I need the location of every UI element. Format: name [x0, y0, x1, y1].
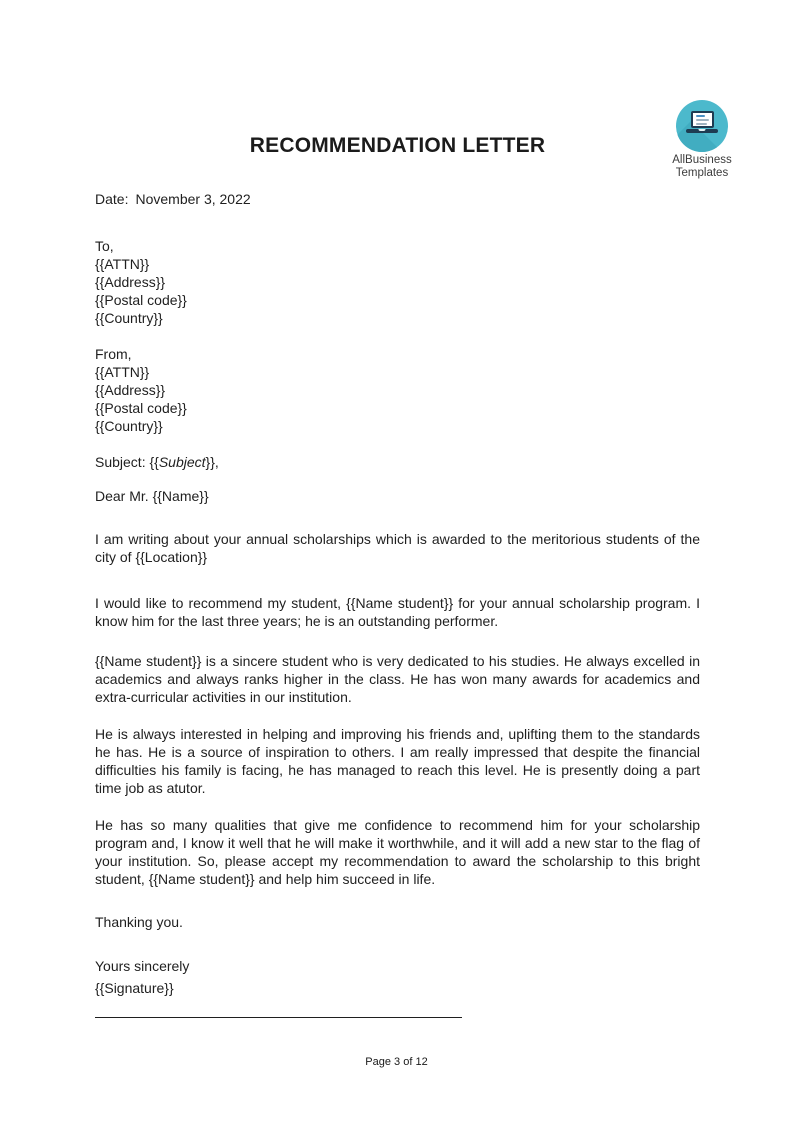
logo-caption-line1: AllBusiness	[672, 154, 732, 166]
to-country-placeholder: {{Country}}	[95, 310, 163, 326]
from-postal-code-placeholder: {{Postal code}}	[95, 400, 187, 416]
subject-suffix: }},	[205, 454, 219, 470]
laptop-base	[686, 129, 718, 133]
subject-prefix: Subject: {{	[95, 454, 159, 470]
date-value: November 3, 2022	[135, 191, 251, 207]
page-title: RECOMMENDATION LETTER	[249, 134, 546, 157]
paragraph-recommendation: I would like to recommend my student, {{Name student}} for your annual scholarship program. I know him for the last three years; he is an outstanding performer.	[95, 595, 700, 629]
laptop-icon	[686, 111, 718, 133]
from-heading: From,	[95, 346, 132, 362]
from-attn-placeholder: {{ATTN}}	[95, 364, 150, 380]
from-address-placeholder: {{Address}}	[95, 382, 166, 398]
signature-placeholder: {{Signature}}	[95, 980, 174, 996]
date-line	[95, 190, 700, 208]
page-number: Page 3 of 12	[365, 1056, 428, 1068]
closing-thanks: Thanking you.	[95, 914, 183, 930]
laptop-screen-line	[696, 123, 707, 125]
laptop-screen-line	[696, 115, 705, 117]
laptop-notch	[699, 129, 706, 131]
to-attn-placeholder: {{ATTN}}	[95, 256, 150, 272]
laptop-screen	[691, 111, 714, 128]
paragraph-character: He is always interested in helping and improving his friends and, uplifting them to the standards he has. He is a source of inspiration to others. I am really impressed that despite the financial difficulties his family is facing, he has managed to reach this level. He is presently doing a part time job as atutor.	[95, 726, 700, 796]
logo-caption-line2: Templates	[675, 166, 729, 179]
signoff: Yours sincerely	[95, 958, 190, 974]
signature-line	[95, 1017, 462, 1018]
to-address-block	[95, 237, 700, 327]
allbusiness-templates-logo	[661, 100, 743, 179]
from-address-block	[95, 345, 700, 435]
logo-caption	[661, 154, 743, 179]
date-label: Date:	[95, 191, 129, 207]
to-postal-code-placeholder: {{Postal code}}	[95, 292, 187, 308]
letter-body	[95, 190, 700, 1018]
to-address-placeholder: {{Address}}	[95, 274, 166, 290]
salutation: Dear Mr. {{Name}}	[95, 488, 209, 504]
paragraph-intro: I am writing about your annual scholarships which is awarded to the meritorious students of the city of {{Location}}	[95, 531, 700, 565]
subject-line	[95, 453, 700, 471]
laptop-screen-line	[696, 119, 709, 121]
subject-placeholder: Subject	[158, 454, 206, 470]
from-country-placeholder: {{Country}}	[95, 418, 163, 434]
paragraph-academics: {{Name student}} is a sincere student who is very dedicated to his studies. He always excelled in academics and always ranks higher in the class. He has won many awards for academics and extra-curricular activities in our institution.	[95, 653, 700, 705]
to-heading: To,	[95, 238, 114, 254]
logo-circle	[676, 100, 728, 152]
paragraph-closing-appeal: He has so many qualities that give me confidence to recommend him for your scholarship program and, I know it well that he will make it worthwhile, and it will add a new star to the flag of your institution. So, please accept my recommendation to award the scholarship to this bright student, {{Name student}} and help him succeed in life.	[95, 817, 700, 887]
